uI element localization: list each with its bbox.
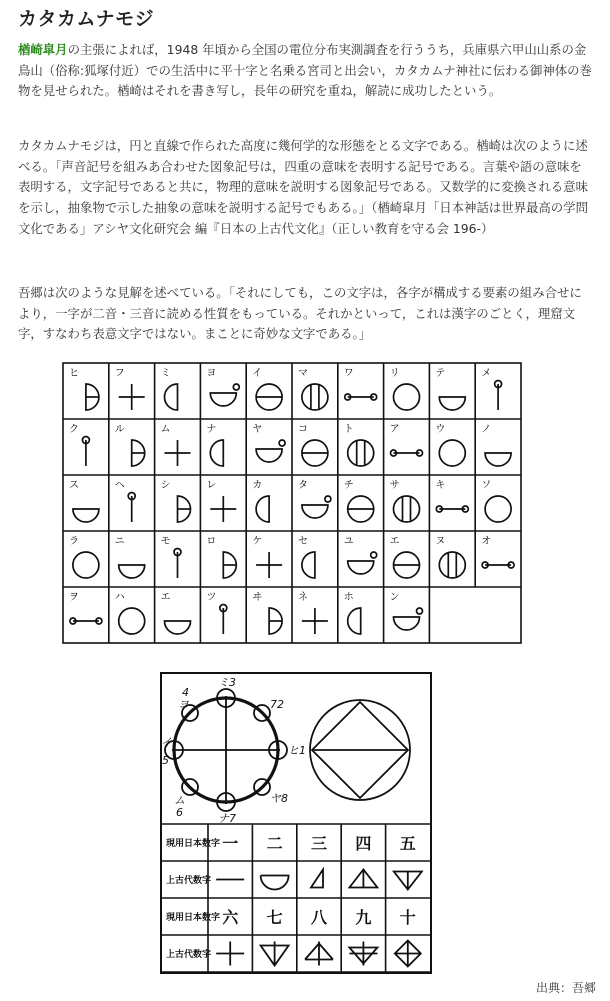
modern-numeral: 三 bbox=[310, 834, 328, 853]
kana-label: ヲ bbox=[69, 592, 79, 603]
source-credit: 出典：吾郷 bbox=[535, 981, 596, 995]
kana-label: コ bbox=[298, 424, 308, 435]
kana-label: ホ bbox=[343, 592, 354, 603]
intro-paragraph bbox=[18, 40, 593, 102]
kana-label: ユ bbox=[343, 536, 354, 547]
kana-label: ア bbox=[389, 424, 400, 435]
kana-label: ル bbox=[114, 424, 125, 435]
kana-label: ニ bbox=[114, 536, 125, 547]
label-mu-num: 6 bbox=[176, 806, 183, 819]
kana-cell bbox=[390, 479, 420, 522]
ancient-numeral bbox=[394, 872, 422, 890]
kana-cell bbox=[69, 368, 99, 410]
label-mu: ム bbox=[174, 794, 185, 807]
kana-cell bbox=[252, 591, 282, 634]
page-title: カタカムナモジ bbox=[18, 8, 155, 30]
ancient-numeral bbox=[261, 876, 289, 890]
kana-cell bbox=[115, 480, 135, 522]
kana-label: エ bbox=[160, 592, 171, 603]
kana-cell bbox=[252, 424, 285, 462]
kana-label: ト bbox=[343, 424, 354, 435]
kana-label: チ bbox=[343, 480, 354, 491]
ancient-numeral bbox=[216, 942, 244, 966]
kana-cell bbox=[115, 424, 145, 466]
kana-cell bbox=[298, 591, 328, 634]
kana-cell bbox=[390, 592, 423, 630]
kana-label: ネ bbox=[298, 592, 308, 603]
kana-label: カ bbox=[252, 480, 263, 491]
kana-cell bbox=[161, 424, 191, 466]
kana-cell bbox=[481, 368, 501, 410]
kana-cell bbox=[344, 479, 374, 522]
kana-cell bbox=[344, 592, 361, 634]
modern-numeral: 七 bbox=[266, 908, 283, 927]
kana-cell bbox=[161, 368, 178, 410]
label-hi: ヒ1 bbox=[288, 744, 306, 757]
kana-cell bbox=[298, 536, 315, 578]
kana-label: サ bbox=[389, 480, 400, 491]
kana-label: エ bbox=[389, 536, 400, 547]
label-i: イ bbox=[161, 736, 172, 749]
kana-cell bbox=[69, 480, 99, 522]
quote-paragraph: 吾郷は次のような見解を述べている。「それにしても，この文字は，各字が構成する要素の組み合せにより，一字が二音・三音に読める性質をもっている。それかといって，これは漢字のごとく，理窟文字，すなわち表意文字ではない。まことに奇妙な文字である。」 bbox=[18, 285, 582, 342]
kana-label: ツ bbox=[206, 592, 217, 603]
kana-label: ミ bbox=[160, 368, 171, 379]
kana-label: リ bbox=[389, 368, 400, 379]
kana-cell bbox=[435, 480, 468, 512]
modern-numeral: 九 bbox=[355, 908, 372, 927]
kana-cell bbox=[161, 480, 191, 522]
author-link[interactable]: 楢崎皐月 bbox=[18, 42, 68, 57]
kana-label: ウ bbox=[435, 424, 446, 435]
ancient-numeral bbox=[395, 941, 421, 967]
label-fu: 72 bbox=[270, 698, 284, 711]
kana-label: オ bbox=[481, 536, 492, 547]
kana-cell bbox=[435, 423, 465, 466]
kana-label: シ bbox=[160, 480, 171, 491]
kana-cell bbox=[252, 367, 282, 410]
ancient-numeral bbox=[261, 942, 289, 966]
modern-numeral: 一 bbox=[222, 834, 239, 853]
kana-cell bbox=[390, 536, 420, 578]
numeral-row-label: 上古代数字 bbox=[166, 950, 212, 960]
kana-label: ノ bbox=[481, 424, 492, 435]
kana-cell bbox=[435, 536, 465, 578]
intro-text: の主張によれば，1948 年頃から全国の電位分布実測調査を行ううち，兵庫県六甲山山系の金鳥山（俗称:狐塚付近）での生活中に平十字と名乗る宮司と出会い，カタカムナ神社に伝わる御神体の巻物を見せられた。楢崎はそれを書き写し，長年の研究を重ね，解読に成功したという。 bbox=[18, 42, 592, 99]
kana-label: マ bbox=[298, 368, 308, 379]
kana-cell bbox=[481, 479, 511, 522]
numeral-row-label: 現用日本数字 bbox=[166, 839, 221, 849]
modern-numeral: 五 bbox=[399, 834, 416, 853]
kana-label: モ bbox=[160, 536, 171, 547]
kana-label: ナ bbox=[206, 424, 217, 435]
katakamuna-glyph-chart bbox=[62, 362, 522, 644]
kana-label: ラ bbox=[69, 536, 79, 547]
label-i-num: 5 bbox=[162, 754, 169, 767]
kana-cell bbox=[344, 536, 377, 574]
kana-cell bbox=[435, 367, 465, 410]
kana-cell bbox=[298, 479, 331, 518]
ancient-numeral bbox=[311, 870, 323, 888]
kana-label: ワ bbox=[343, 368, 354, 379]
kana-label: ヒ bbox=[69, 368, 79, 379]
kana-label: イ bbox=[252, 368, 263, 379]
numeral-row-label: 現用日本数字 bbox=[166, 913, 221, 923]
label-yo: ヨ bbox=[178, 698, 189, 711]
kana-label: ヘ bbox=[114, 480, 125, 491]
kana-cell bbox=[298, 424, 328, 466]
kana-cell bbox=[252, 535, 282, 578]
diamond-circle-diagram bbox=[310, 700, 410, 800]
kana-cell bbox=[69, 535, 99, 578]
label-ya: ヤ8 bbox=[270, 792, 288, 805]
kana-cell bbox=[390, 368, 420, 410]
kana-label: テ bbox=[435, 368, 446, 379]
kana-cell bbox=[161, 536, 181, 578]
kana-cell bbox=[481, 424, 511, 466]
kana-cell bbox=[115, 592, 145, 634]
ancient-numeral bbox=[305, 942, 333, 966]
kana-label: セ bbox=[298, 536, 308, 547]
kana-cell bbox=[206, 368, 239, 406]
kana-label: ム bbox=[160, 424, 171, 435]
kana-cell bbox=[298, 368, 328, 410]
kana-cell bbox=[115, 536, 145, 578]
kana-cell bbox=[206, 536, 236, 578]
kana-cell bbox=[344, 368, 377, 400]
kana-label: フ bbox=[114, 368, 125, 379]
label-mi: ミ3 bbox=[218, 676, 236, 689]
kana-label: ロ bbox=[206, 536, 217, 547]
kana-cell bbox=[69, 423, 89, 466]
modern-numeral: 八 bbox=[310, 908, 328, 927]
kana-cell bbox=[390, 424, 423, 456]
kana-cell bbox=[206, 424, 223, 466]
kana-label: ヨ bbox=[206, 368, 217, 379]
kana-label: ヌ bbox=[435, 536, 446, 547]
kana-label: ヰ bbox=[252, 592, 263, 603]
numeral-figure bbox=[160, 672, 432, 974]
description-paragraph: カタカムナモジは，円と直線で作られた高度に幾何学的な形態をとる文字である。楢崎は次のように述べる。「声音記号を組みあ合わせた図象記号は，四重の意味を表明する記号である。言葉や語の意味を表明する，文字記号であると共に，物理的意味を説明する図象記号である。又数学的に変換される意味を示し，抽象物で示した抽象の意味を説明する記号でもある。」（楢崎皐月「日本神話は世界最高の学問文化である」アシヤ文化研究会 編『日本の上古代文化』（正しい教育を守る会 196-） bbox=[18, 138, 588, 236]
kana-label: レ bbox=[206, 480, 217, 491]
label-yo-num: 4 bbox=[182, 686, 189, 699]
kana-label: ケ bbox=[252, 536, 263, 547]
kana-label: ソ bbox=[481, 480, 492, 491]
kana-label: ス bbox=[69, 480, 79, 491]
kana-cell bbox=[481, 535, 514, 568]
modern-numeral: 六 bbox=[222, 908, 239, 927]
ancient-numeral bbox=[349, 942, 377, 966]
kana-cell bbox=[161, 592, 191, 634]
kana-label: ハ bbox=[114, 592, 125, 603]
kana-cell bbox=[69, 592, 102, 624]
kana-label: キ bbox=[435, 480, 446, 491]
modern-numeral: 十 bbox=[399, 908, 416, 927]
modern-numeral: 四 bbox=[355, 834, 372, 853]
modern-numeral: 二 bbox=[266, 834, 283, 853]
kana-label: ヤ bbox=[252, 424, 263, 435]
numeral-row-label: 上古代数字 bbox=[166, 876, 212, 886]
kana-label: ク bbox=[69, 424, 79, 435]
kana-cell bbox=[344, 424, 374, 466]
kana-label: ン bbox=[389, 592, 400, 603]
kana-label: メ bbox=[481, 368, 492, 379]
ancient-numeral bbox=[349, 870, 377, 888]
kana-cell bbox=[206, 480, 236, 522]
kana-label: タ bbox=[298, 480, 308, 491]
label-na: ナ7 bbox=[218, 812, 236, 825]
kana-cell bbox=[115, 368, 145, 410]
kana-cell bbox=[252, 479, 269, 522]
kana-cell bbox=[206, 592, 226, 634]
